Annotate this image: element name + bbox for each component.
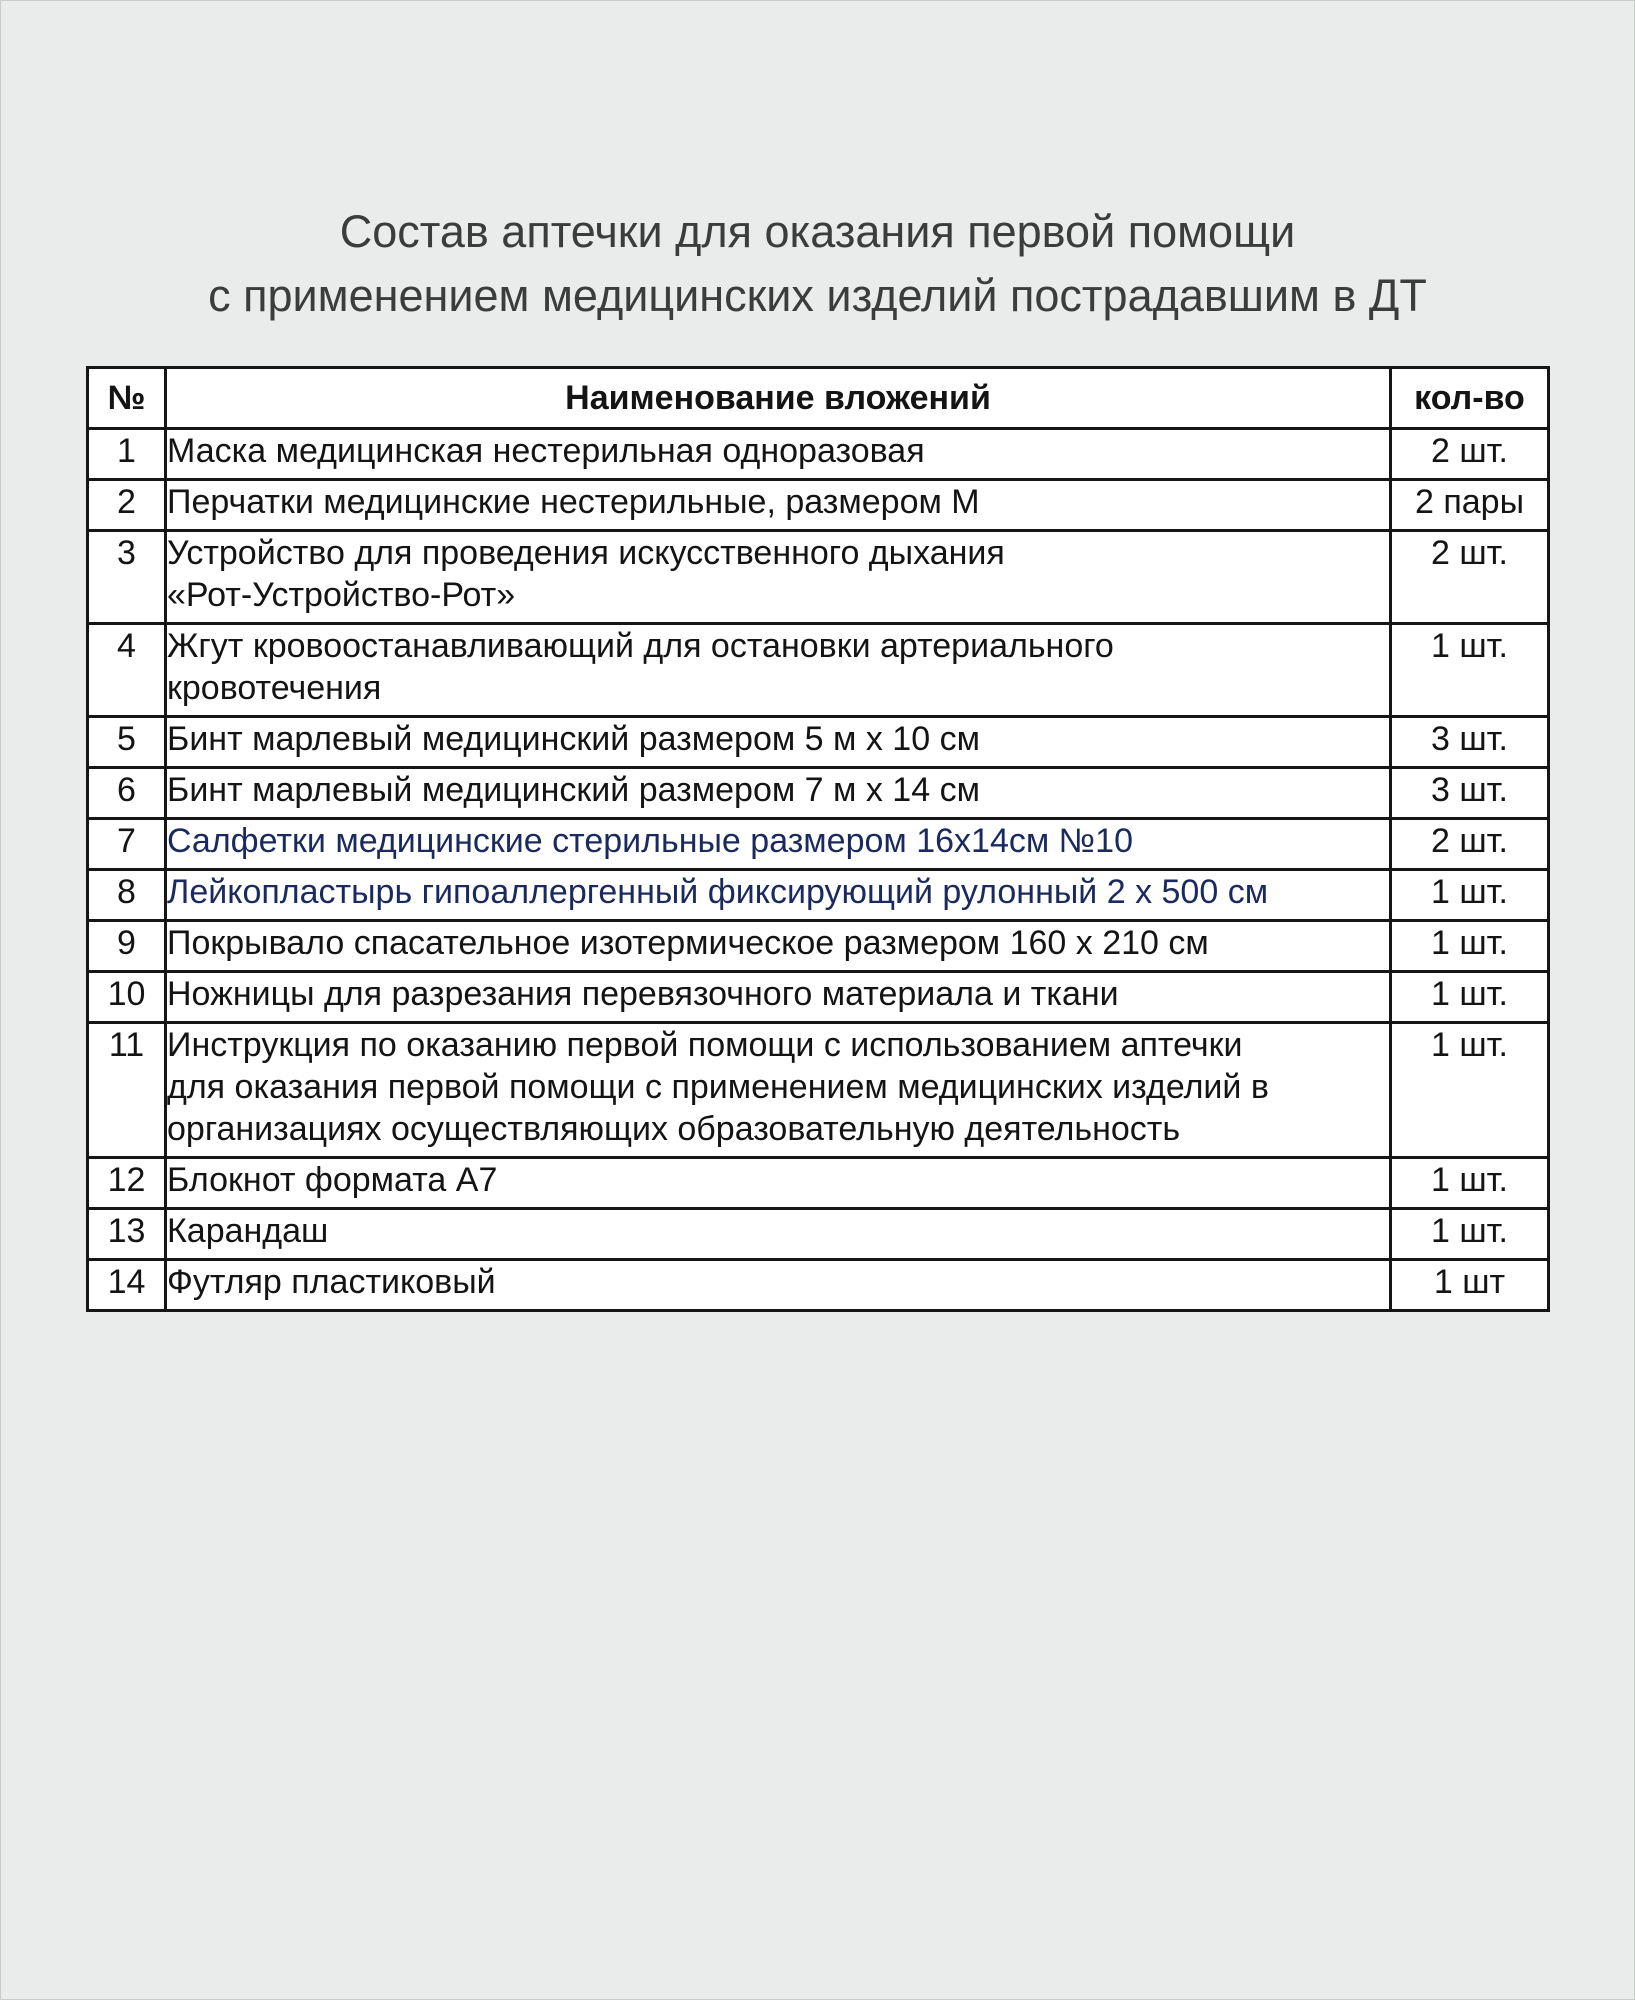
table-row <box>88 819 1549 870</box>
header-number: № <box>88 368 166 429</box>
table-row <box>88 1158 1549 1209</box>
item-name-line: Инструкция по оказанию первой помощи с использованием аптечки <box>167 1026 1243 1064</box>
row-number: 11 <box>88 1023 166 1158</box>
table-row <box>88 717 1549 768</box>
row-number: 10 <box>88 972 166 1023</box>
row-item-name <box>166 921 1391 972</box>
item-name-line: Маска медицинская нестерильная одноразовая <box>167 432 925 470</box>
row-number: 3 <box>88 531 166 624</box>
table-row <box>88 480 1549 531</box>
row-item-name <box>166 531 1391 624</box>
row-item-name <box>166 480 1391 531</box>
row-item-name <box>166 1209 1391 1260</box>
table-row <box>88 768 1549 819</box>
row-quantity: 1 шт. <box>1391 1023 1549 1158</box>
table-row <box>88 972 1549 1023</box>
item-name-line: Бинт марлевый медицинский размером 7 м x 14 см <box>167 771 980 809</box>
table-row <box>88 1023 1549 1158</box>
row-item-name <box>166 429 1391 480</box>
row-quantity: 2 пары <box>1391 480 1549 531</box>
table-row <box>88 870 1549 921</box>
row-item-name <box>166 1023 1391 1158</box>
item-name-line: Устройство для проведения искусственного дыхания <box>167 534 1005 572</box>
table-row <box>88 624 1549 717</box>
row-quantity: 3 шт. <box>1391 717 1549 768</box>
row-item-name <box>166 819 1391 870</box>
row-item-name <box>166 624 1391 717</box>
item-name-line: Салфетки медицинские стерильные размером 16x14см №10 <box>167 822 1133 860</box>
row-number: 5 <box>88 717 166 768</box>
row-item-name <box>166 768 1391 819</box>
row-item-name <box>166 1260 1391 1311</box>
item-name-line: Футляр пластиковый <box>167 1263 496 1301</box>
title-line-1: Состав аптечки для оказания первой помощи <box>339 206 1296 257</box>
row-quantity: 1 шт. <box>1391 972 1549 1023</box>
item-name-line: Лейкопластырь гипоаллергенный фиксирующий рулонный 2 x 500 см <box>167 873 1269 911</box>
row-quantity: 1 шт. <box>1391 1158 1549 1209</box>
row-quantity: 1 шт. <box>1391 921 1549 972</box>
row-number: 9 <box>88 921 166 972</box>
item-name-line: организациях осуществляющих образовательную деятельность <box>167 1110 1181 1148</box>
table-row <box>88 531 1549 624</box>
row-item-name <box>166 972 1391 1023</box>
item-name-line: Покрывало спасательное изотермическое размером 160 x 210 см <box>167 924 1209 962</box>
row-quantity: 1 шт. <box>1391 1209 1549 1260</box>
item-name-line: кровотечения <box>167 669 382 707</box>
kit-contents-table <box>86 366 1550 1312</box>
row-number: 6 <box>88 768 166 819</box>
table-row <box>88 921 1549 972</box>
row-item-name <box>166 717 1391 768</box>
item-name-line: Блокнот формата А7 <box>167 1161 498 1199</box>
item-name-line: «Рот-Устройство-Рот» <box>167 576 516 614</box>
table-body <box>88 429 1549 1311</box>
row-item-name <box>166 1158 1391 1209</box>
table-row <box>88 429 1549 480</box>
header-name: Наименование вложений <box>166 368 1391 429</box>
row-number: 13 <box>88 1209 166 1260</box>
row-number: 7 <box>88 819 166 870</box>
table-header-row <box>88 368 1549 429</box>
row-quantity: 2 шт. <box>1391 531 1549 624</box>
row-quantity: 1 шт <box>1391 1260 1549 1311</box>
row-number: 1 <box>88 429 166 480</box>
row-number: 4 <box>88 624 166 717</box>
row-quantity: 3 шт. <box>1391 768 1549 819</box>
table-row <box>88 1209 1549 1260</box>
row-quantity: 1 шт. <box>1391 870 1549 921</box>
item-name-line: Перчатки медицинские нестерильные, размером М <box>167 483 980 521</box>
title-line-2: с применением медицинских изделий пострадавшим в ДТ <box>208 270 1427 321</box>
item-name-line: Жгут кровоостанавливающий для остановки артериального <box>167 627 1114 665</box>
item-name-line: Ножницы для разрезания перевязочного материала и ткани <box>167 975 1119 1013</box>
row-number: 8 <box>88 870 166 921</box>
row-number: 2 <box>88 480 166 531</box>
document-title <box>0 200 1635 328</box>
row-number: 14 <box>88 1260 166 1311</box>
table-row <box>88 1260 1549 1311</box>
item-name-line: для оказания первой помощи с применением медицинских изделий в <box>167 1068 1269 1106</box>
item-name-line: Бинт марлевый медицинский размером 5 м x 10 см <box>167 720 980 758</box>
row-quantity: 1 шт. <box>1391 624 1549 717</box>
item-name-line: Карандаш <box>167 1212 329 1250</box>
row-number: 12 <box>88 1158 166 1209</box>
row-quantity: 2 шт. <box>1391 429 1549 480</box>
row-item-name <box>166 870 1391 921</box>
header-quantity: кол-во <box>1391 368 1549 429</box>
row-quantity: 2 шт. <box>1391 819 1549 870</box>
